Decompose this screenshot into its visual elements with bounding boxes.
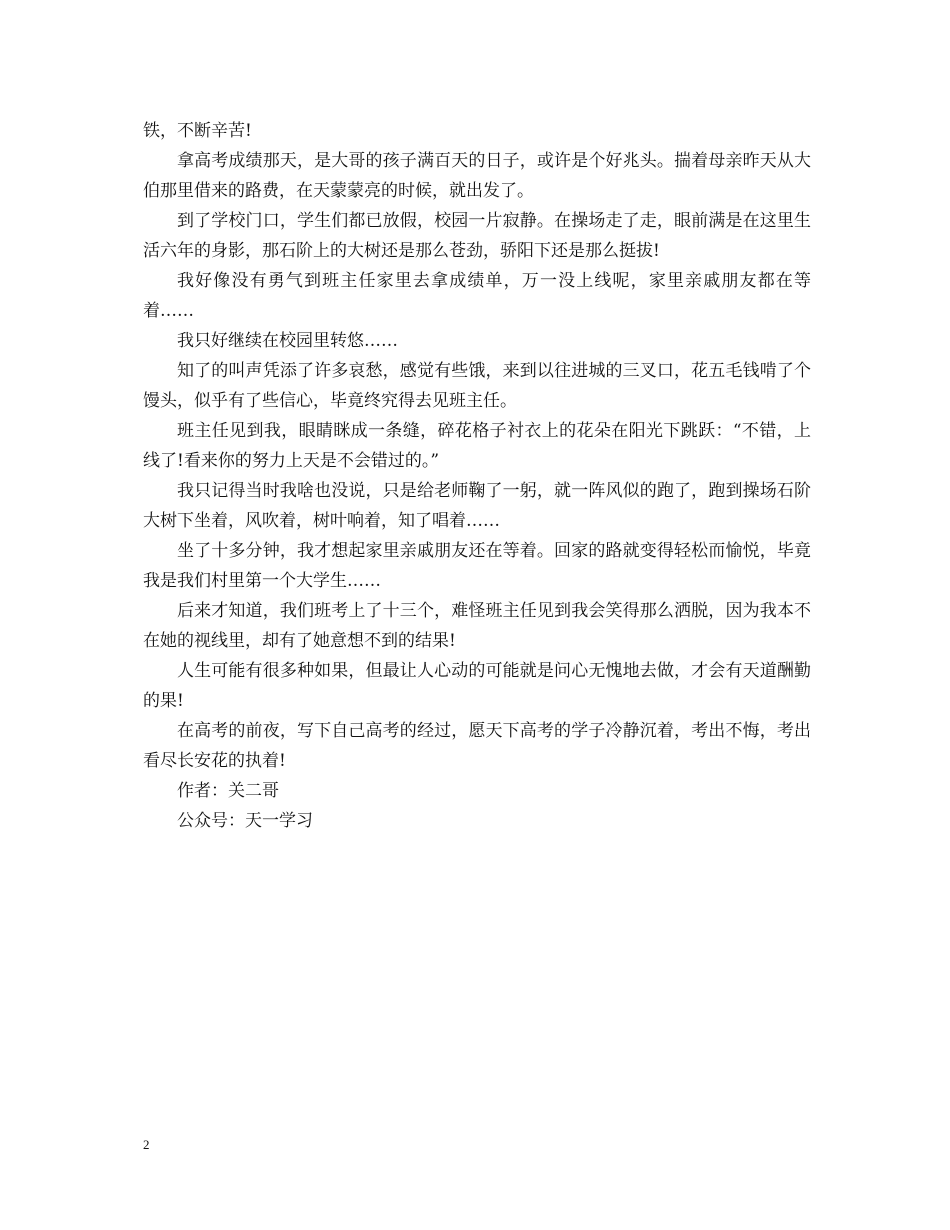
paragraph: 我只好继续在校园里转悠…… [177, 331, 398, 351]
paragraph: 我好像没有勇气到班主任家里去拿成绩单，万一没上线呢，家里亲戚朋友都在等着…… [143, 271, 811, 321]
author-line: 作者：关二哥 [177, 781, 279, 801]
paragraph: 班主任见到我，眼睛眯成一条缝，碎花格子衬衣上的花朵在阳光下跳跃：“不错，上线了!看来你的努力上天是不会错过的。” [143, 421, 811, 471]
paragraph: 知了的叫声凭添了许多哀愁，感觉有些饿，来到以往进城的三叉口，花五毛钱啃了个馒头，似乎有了些信心，毕竟终究得去见班主任。 [143, 361, 811, 411]
document-body [143, 116, 811, 836]
paragraph: 拿高考成绩那天，是大哥的孩子满百天的日子，或许是个好兆头。揣着母亲昨天从大伯那里借来的路费，在天蒙蒙亮的时候，就出发了。 [143, 151, 811, 201]
paragraph-continuation: 铁，不断辛苦! [143, 121, 252, 141]
page-number: 2 [143, 1137, 150, 1152]
paragraph: 到了学校门口，学生们都已放假，校园一片寂静。在操场走了走，眼前满是在这里生活六年的身影，那石阶上的大树还是那么苍劲，骄阳下还是那么挺拔! [143, 211, 811, 261]
paragraph: 后来才知道，我们班考上了十三个，难怪班主任见到我会笑得那么洒脱，因为我本不在她的视线里，却有了她意想不到的结果! [143, 601, 811, 651]
paragraph: 在高考的前夜，写下自己高考的经过，愿天下高考的学子冷静沉着，考出不悔，考出看尽长安花的执着! [143, 721, 811, 771]
paragraph: 我只记得当时我啥也没说，只是给老师鞠了一躬，就一阵风似的跑了，跑到操场石阶大树下坐着，风吹着，树叶响着，知了唱着…… [143, 481, 811, 531]
public-account-line: 公众号：天一学习 [177, 811, 313, 831]
paragraph: 坐了十多分钟，我才想起家里亲戚朋友还在等着。回家的路就变得轻松而愉悦，毕竟我是我们村里第一个大学生…… [143, 541, 811, 591]
paragraph: 人生可能有很多种如果，但最让人心动的可能就是问心无愧地去做，才会有天道酬勤的果! [143, 661, 811, 711]
